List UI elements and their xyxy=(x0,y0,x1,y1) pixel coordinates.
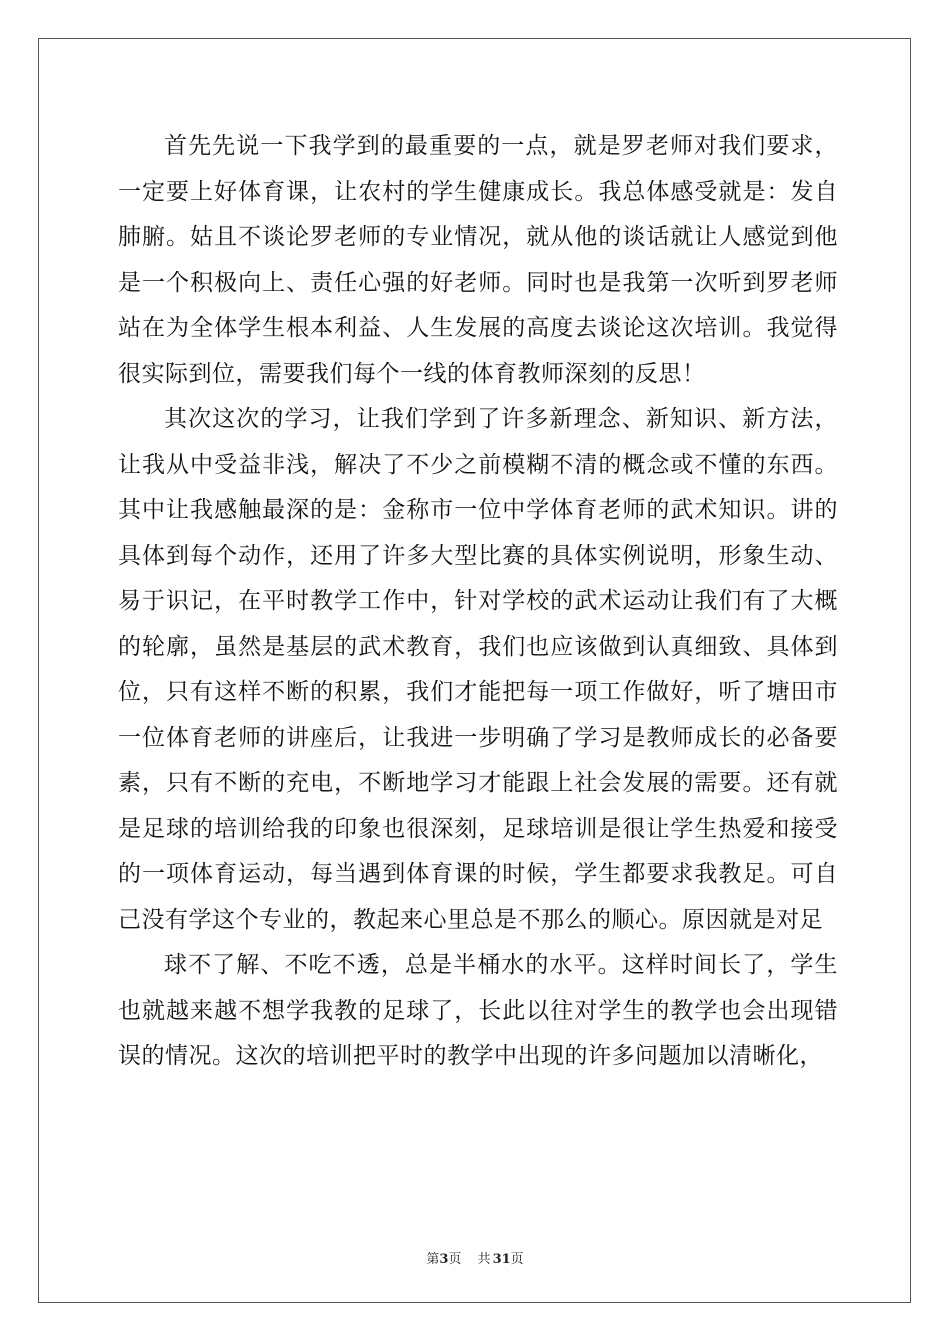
total-pages-indicator: 共 31页 xyxy=(477,1252,524,1267)
total-pages-number: 31 xyxy=(492,1252,511,1267)
page-footer xyxy=(0,1248,950,1267)
paragraph-3: 球不了解、不吃不透，总是半桶水的水平。这样时间长了，学生也就越来越不想学我教的足球了，长此以往对学生的教学也会出现错误的情况。这次的培训把平时的教学中出现的许多问题加以清晰化， xyxy=(118,952,838,1069)
page-indicator: 第3页 xyxy=(426,1252,462,1267)
paragraph-2: 其次这次的学习，让我们学到了许多新理念、新知识、新方法，让我从中受益非浅，解决了不少之前模糊不清的概念或不懂的东西。其中让我感触最深的是：金称市一位中学体育老师的武术知识。讲的具体到每个动作，还用了许多大型比赛的具体实例说明，形象生动、易于识记，在平时教学工作中，针对学校的武术运动让我们有了大概的轮廓，虽然是基层的武术教育，我们也应该做到认真细致、具体到位，只有这样不断的积累，我们才能把每一项工作做好，听了塘田市一位体育老师的讲座后，让我进一步明确了学习是教师成长的必备要素，只有不断的充电，不断地学习才能跟上社会发展的需要。还有就是足球的培训给我的印象也很深刻，足球培训是很让学生热爱和接受的一项体育运动，每当遇到体育课的时候，学生都要求我教足。可自己没有学这个专业的，教起来心里总是不那么的顺心。原因就是对足 xyxy=(118,406,838,933)
document-body xyxy=(118,124,838,1080)
paragraph-1: 首先先说一下我学到的最重要的一点，就是罗老师对我们要求，一定要上好体育课，让农村的学生健康成长。我总体感受就是：发自肺腑。姑且不谈论罗老师的专业情况，就从他的谈话就让人感觉到他是一个积极向上、责任心强的好老师。同时也是我第一次听到罗老师站在为全体学生根本利益、人生发展的高度去谈论这次培训。我觉得很实际到位，需要我们每个一线的体育教师深刻的反思！ xyxy=(118,133,838,387)
page-number: 3 xyxy=(439,1252,449,1267)
